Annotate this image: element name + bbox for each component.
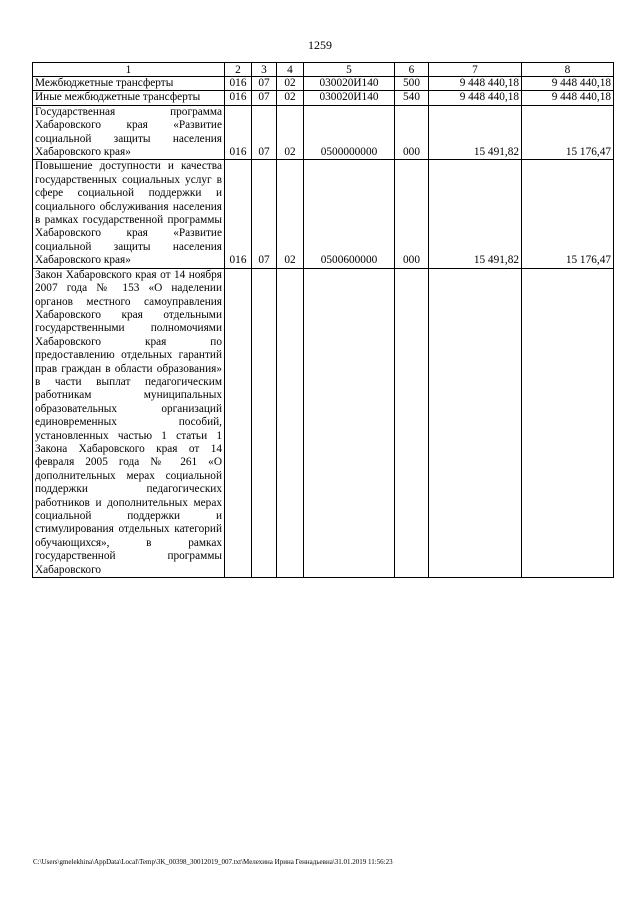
- expense-type-code: 000: [395, 105, 429, 160]
- row-name: Повышение доступности и качества государственных социальных услуг в сфере социальной поддержки и социального обслуживания населения в рамках государственной программы Хабаровского края «Развитие социальной защиты населения Хабаровского края»: [33, 160, 225, 268]
- expense-type-code: 540: [395, 91, 429, 105]
- header-col-5: 5: [304, 63, 395, 77]
- expense-type-code: 000: [395, 160, 429, 268]
- amount-col-7: 9 448 440,18: [429, 91, 522, 105]
- amount-col-8: 15 176,47: [522, 160, 614, 268]
- amount-col-8: 9 448 440,18: [522, 91, 614, 105]
- expense-type-code: [395, 268, 429, 577]
- header-col-6: 6: [395, 63, 429, 77]
- amount-col-7: [429, 268, 522, 577]
- ministry-code: 016: [225, 105, 252, 160]
- subsection-code: 02: [277, 105, 304, 160]
- section-code: [252, 268, 277, 577]
- subsection-code: 02: [277, 91, 304, 105]
- ministry-code: 016: [225, 77, 252, 91]
- header-col-2: 2: [225, 63, 252, 77]
- table-row: [33, 160, 614, 268]
- ministry-code: [225, 268, 252, 577]
- table-row: [33, 77, 614, 91]
- subsection-code: 02: [277, 77, 304, 91]
- ministry-code: 016: [225, 91, 252, 105]
- target-article-code: [304, 268, 395, 577]
- amount-col-7: 15 491,82: [429, 105, 522, 160]
- expense-type-code: 500: [395, 77, 429, 91]
- header-col-1: 1: [33, 63, 225, 77]
- amount-col-7: 15 491,82: [429, 160, 522, 268]
- row-name: Иные межбюджетные трансферты: [33, 91, 225, 105]
- subsection-code: [277, 268, 304, 577]
- target-article-code: 0500000000: [304, 105, 395, 160]
- section-code: 07: [252, 91, 277, 105]
- table-row: [33, 268, 614, 577]
- footer-file-path: C:\Users\gmelekhina\AppData\Local\Temp\3K_00398_30012019_007.txt\Мелехина Ирина Геннадьевна\31.01.2019 11:56:23: [33, 858, 393, 866]
- subsection-code: 02: [277, 160, 304, 268]
- row-name: Межбюджетные трансферты: [33, 77, 225, 91]
- header-col-4: 4: [277, 63, 304, 77]
- row-name: Закон Хабаровского края от 14 ноября 2007 года № 153 «О наделении органов местного самоуправления Хабаровского края отдельными государственными полномочиями Хабаровского края по предоставлению отдельных гарантий прав граждан в области образования» в части выплат педагогическим работникам муниципальных образовательных организаций единовременных пособий, установленных частью 1 статьи 1 Закона Хабаровского края от 14 февраля 2005 года № 261 «О дополнительных мерах социальной поддержки педагогических работников и дополнительных мерах социальной поддержки и стимулирования отдельных категорий обучающихся», в рамках государственной программы Хабаровского: [33, 268, 225, 577]
- section-code: 07: [252, 105, 277, 160]
- header-row: [33, 63, 614, 77]
- header-col-7: 7: [429, 63, 522, 77]
- amount-col-7: 9 448 440,18: [429, 77, 522, 91]
- row-name: Государственная программа Хабаровского края «Развитие социальной защиты населения Хабаровского края»: [33, 105, 225, 160]
- header-col-8: 8: [522, 63, 614, 77]
- target-article-code: 030020И140: [304, 91, 395, 105]
- budget-table: [32, 62, 614, 578]
- section-code: 07: [252, 77, 277, 91]
- target-article-code: 030020И140: [304, 77, 395, 91]
- section-code: 07: [252, 160, 277, 268]
- ministry-code: 016: [225, 160, 252, 268]
- page-number: 1259: [308, 38, 332, 52]
- amount-col-8: 9 448 440,18: [522, 77, 614, 91]
- header-col-3: 3: [252, 63, 277, 77]
- table-row: [33, 91, 614, 105]
- target-article-code: 0500600000: [304, 160, 395, 268]
- amount-col-8: [522, 268, 614, 577]
- table-row: [33, 105, 614, 160]
- amount-col-8: 15 176,47: [522, 105, 614, 160]
